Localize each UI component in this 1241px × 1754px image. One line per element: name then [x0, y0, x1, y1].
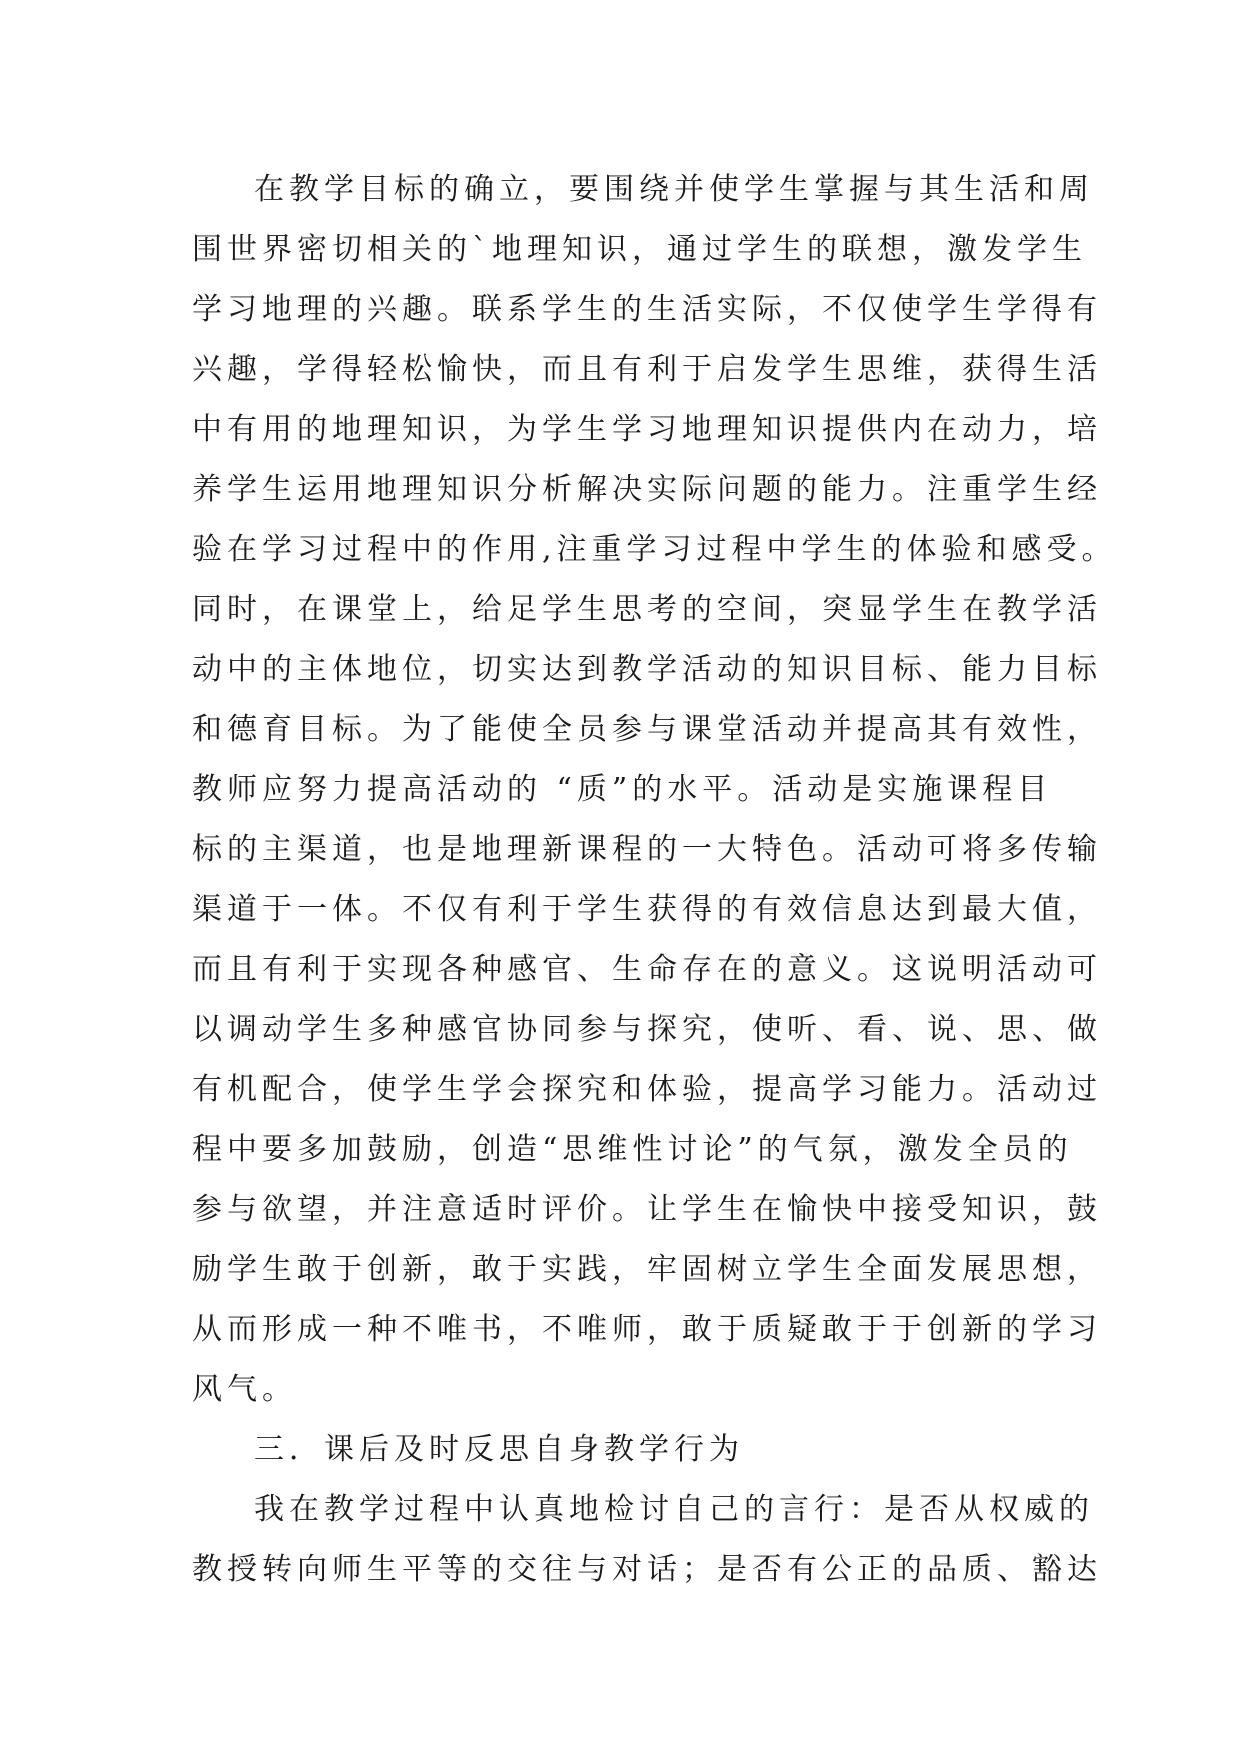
paragraph-line: 教授转向师生平等的交往与对话；是否有公正的品质、豁达 [192, 1552, 1102, 1587]
paragraph-line: 动中的主体地位，切实达到教学活动的知识目标、能力目标 [192, 652, 1102, 687]
paragraph-line: 学习地理的兴趣。联系学生的生活实际，不仅使学生学得有 [192, 292, 1102, 327]
section-heading: 三．课后及时反思自身教学行为 [254, 1432, 744, 1467]
paragraph-line: 风气。 [192, 1372, 297, 1407]
paragraph-line: 我在教学过程中认真地检讨自己的言行：是否从权威的 [254, 1492, 1094, 1527]
paragraph-line: 养学生运用地理知识分析解决实际问题的能力。注重学生经 [192, 472, 1102, 507]
paragraph-line: 教师应努力提高活动的 “质”的水平。活动是实施课程目 [192, 772, 1053, 807]
paragraph-line: 从而形成一种不唯书，不唯师，敢于质疑敢于于创新的学习 [192, 1312, 1102, 1347]
paragraph-line: 围世界密切相关的`地理知识，通过学生的联想，激发学生 [192, 232, 1087, 267]
paragraph-line: 同时，在课堂上，给足学生思考的空间，突显学生在教学活 [192, 592, 1102, 627]
paragraph-line: 而且有利于实现各种感官、生命存在的意义。这说明活动可 [192, 952, 1102, 987]
paragraph-line: 验在学习过程中的作用,注重学习过程中学生的体验和感受。 [192, 532, 1117, 567]
paragraph-line: 和德育目标。为了能使全员参与课堂活动并提高其有效性， [192, 712, 1102, 747]
paragraph-line: 渠道于一体。不仅有利于学生获得的有效信息达到最大值， [192, 892, 1102, 927]
paragraph-line: 兴趣，学得轻松愉快，而且有利于启发学生思维，获得生活 [192, 352, 1102, 387]
body-text [192, 160, 1117, 1600]
paragraph-line: 在教学目标的确立，要围绕并使学生掌握与其生活和周 [254, 172, 1094, 207]
paragraph-line: 励学生敢于创新，敢于实践，牢固树立学生全面发展思想， [192, 1252, 1102, 1287]
paragraph-line: 标的主渠道，也是地理新课程的一大特色。活动可将多传输 [192, 832, 1102, 867]
paragraph-line: 程中要多加鼓励，创造“思维性讨论”的气氛，激发全员的 [192, 1132, 1073, 1167]
paragraph-line: 参与欲望，并注意适时评价。让学生在愉快中接受知识，鼓 [192, 1192, 1102, 1227]
paragraph-line: 中有用的地理知识，为学生学习地理知识提供内在动力，培 [192, 412, 1102, 447]
paragraph-line: 有机配合，使学生学会探究和体验，提高学习能力。活动过 [192, 1072, 1102, 1107]
paragraph-line: 以调动学生多种感官协同参与探究，使听、看、说、思、做 [192, 1012, 1102, 1047]
